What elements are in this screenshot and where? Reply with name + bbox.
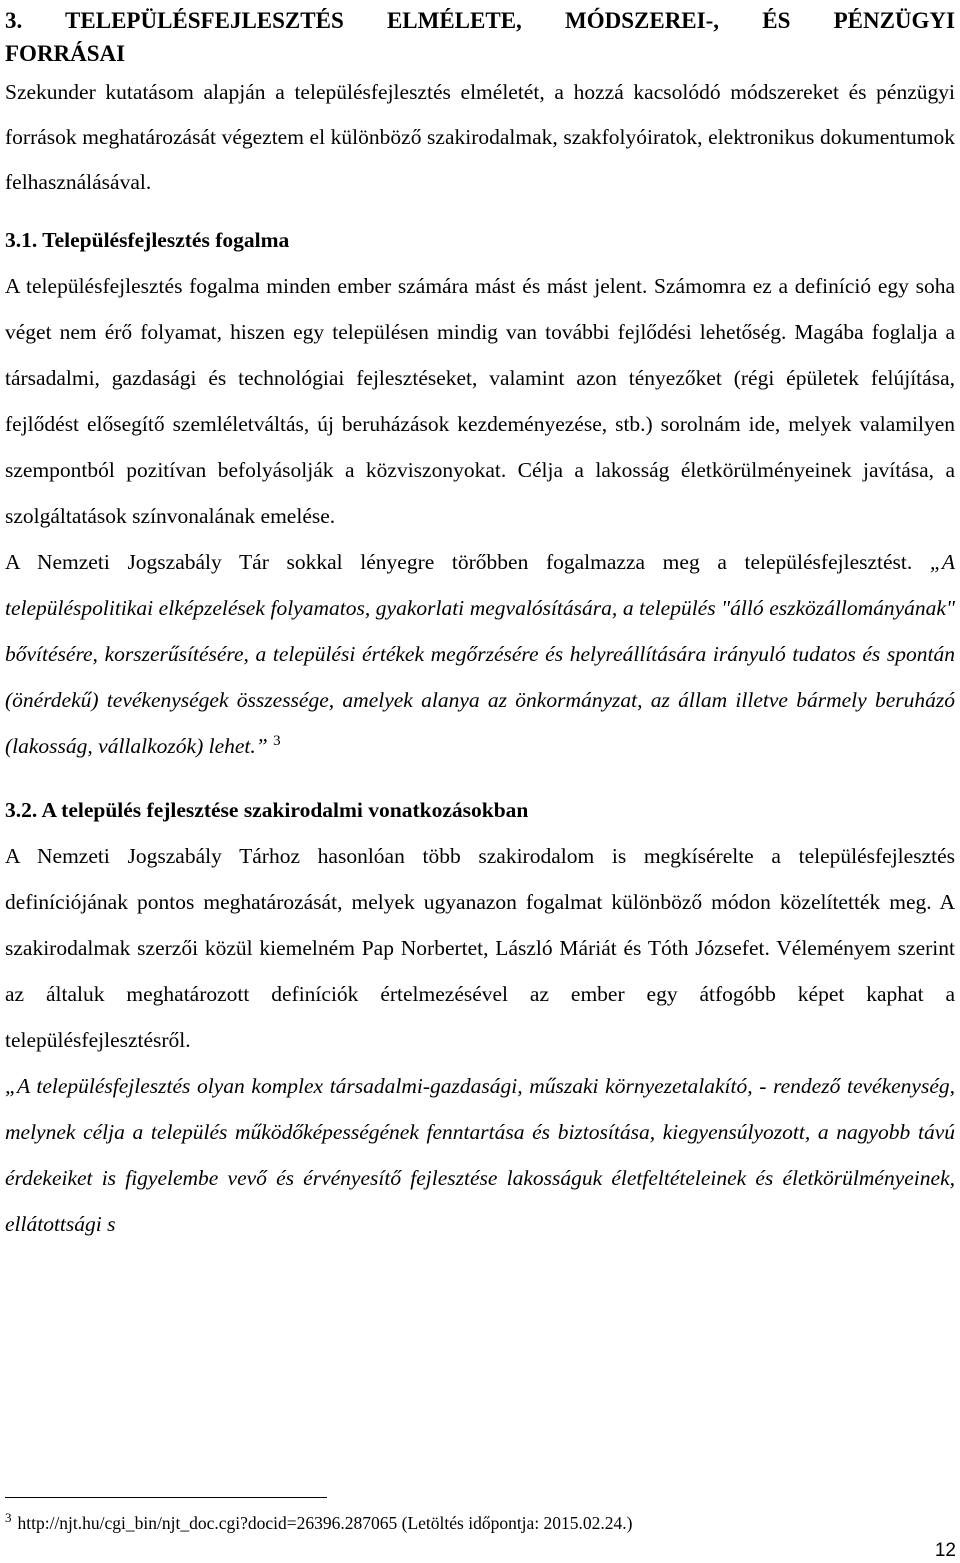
chapter-heading-line-1: 3. TELEPÜLÉSFEJLESZTÉS ELMÉLETE, MÓDSZEREI-, ÉS PÉNZÜGYI [5,8,955,33]
intro-paragraph: Szekunder kutatásom alapján a településfejlesztés elméletét, a hozzá kacsolódó módszereket és pénzügyi források meghatározását végeztem el különböző szakirodalmak, szakfolyóiratok, elektronikus dokumentumok felhasználásával. [5,80,955,194]
section-3-2-quote: „A településfejlesztés olyan komplex társadalmi-gazdasági, műszaki környezetalakító, - rendező tevékenység, melynek célja a település működőképességének fenntartása és biztosítása, kiegyensúlyozott, a nagyobb távú érdekeiket is figyelembe vevő és érvényesítő fejlesztése lakosságuk életfeltételeinek és életkörülményeinek, ellátottsági s [5,1074,955,1236]
chapter-heading [5,4,955,70]
footnote-reference: 3 [273,732,281,749]
footnote [5,1509,633,1537]
njt-definition-quote: „A településpolitikai elképzelések folyamatos, gyakorlati megvalósítására, a település "álló eszközállományának" bővítésére, korszerűsítésére, a települési értékek megőrzésére és helyreállítására irányuló tudatos és spontán (önérdekű) tevékenységek összessége, amelyek alanya az önkormányzat, az állam illetve bármely beruházó (lakosság, vállalkozók) lehet.” [5,550,955,758]
section-3-2-paragraph: A Nemzeti Jogszabály Tárhoz hasonlóan több szakirodalom is megkísérelte a településfejlesztés definíciójának pontos meghatározását, melyek ugyanazon fogalmat különböző módon közelítették meg. A szakirodalmak szerzői közül kiemelném Pap Norbertet, László Máriát és Tóth Józsefet. Véleményem szerint az általuk meghatározott definíciók értelmezésével az ember egy átfogóbb képet kaphat a településfejlesztésről. [5,844,955,1052]
section-3-1-paragraph: A településfejlesztés fogalma minden ember számára mást és mást jelent. Számomra ez a definíció egy soha véget nem érő folyamat, hiszen egy településen mindig van további fejlődési lehetőség. Magába foglalja a társadalmi, gazdasági és technológiai fejlesztéseket, valamint azon tényezőket (régi épületek felújítása, fejlődést elősegítő szemléletváltás, új beruházások kezdeményezése, stb.) sorolnám ide, melyek valamilyen szempontból pozitívan befolyásolják a közviszonyokat. Célja a lakosság életkörülményeinek javítása, a szolgáltatások színvonalának emelése. [5,274,955,528]
chapter-heading-line-2: FORRÁSAI [5,41,126,66]
njt-intro-text: A Nemzeti Jogszabály Tár sokkal lényegre törőbben fogalmazza meg a településfejlesztést. [5,550,913,574]
footnote-text: http://njt.hu/cgi_bin/njt_doc.cgi?docid=26396.287065 (Letöltés időpontja: 2015.02.24.) [17,1513,633,1533]
document-page [5,4,955,1247]
section-3-1-paragraph-2 [5,539,955,769]
footnote-mark: 3 [5,1510,12,1526]
page-number: 12 [934,1540,956,1561]
section-3-1-heading: 3.1. Településfejlesztés fogalma [5,228,290,252]
footnote-divider [5,1497,327,1498]
section-3-2-heading: 3.2. A település fejlesztése szakirodalmi vonatkozásokban [5,798,529,822]
